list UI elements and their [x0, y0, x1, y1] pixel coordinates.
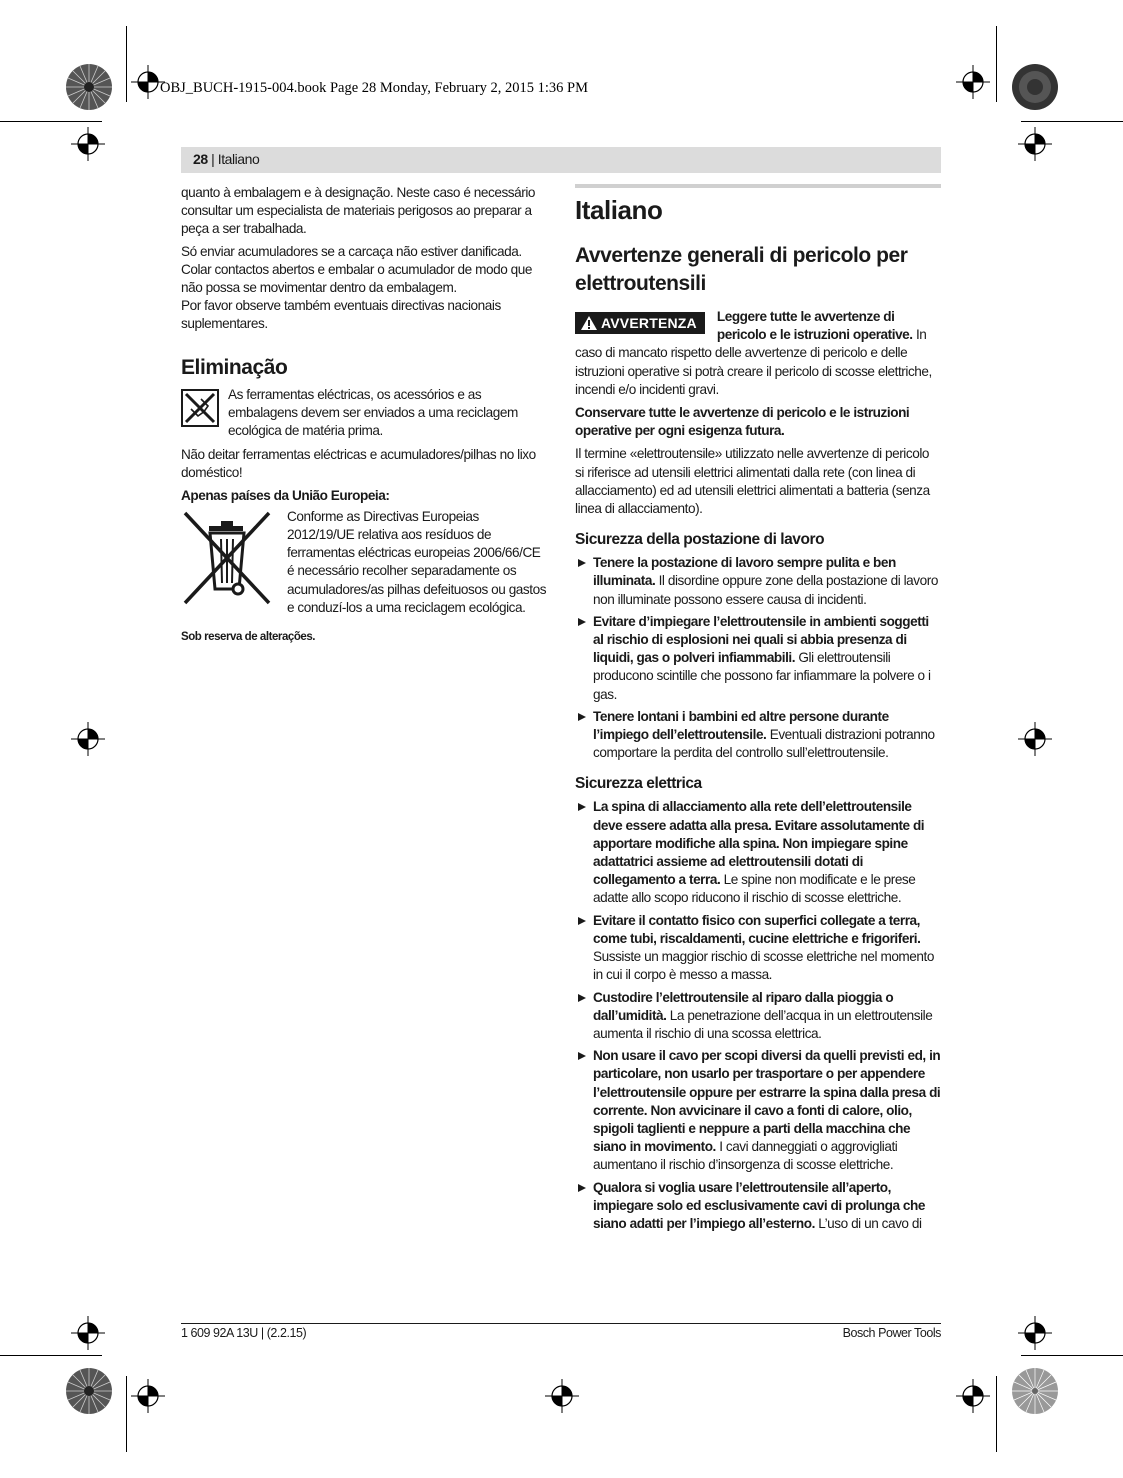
- warning-badge: [575, 312, 705, 334]
- paragraph: Il termine «elettroutensile» utilizzato nelle avvertenze di pericolo si riferisce ad utensili elettrici alimentati dalla rete (con linea di allacciamento) ed ad utensili elettrici alimentati a batteria (senza linea di allacciamento).: [575, 446, 930, 517]
- list-item: [575, 912, 941, 985]
- bullet-list: [575, 798, 941, 1233]
- list-item: [575, 798, 941, 907]
- color-rosette-icon: [1011, 63, 1059, 111]
- list-item-text: Gli elettroutensili producono scintille che possono far infiammare la polvere o i gas.: [593, 650, 931, 702]
- subsection-heading: Sicurezza della postazione di lavoro: [575, 531, 825, 549]
- list-item: [575, 989, 941, 1044]
- page-title: Italiano: [575, 195, 663, 225]
- keep-instructions: Conservare tutte le avvertenze di pericolo e le istruzioni operative per ogni esigenza futura.: [575, 405, 910, 439]
- list-item-bold: La spina di allacciamento alla rete dell’elettroutensile deve essere adatta alla presa. Evitare assolutamente di apportare modifiche alla spina. Non impiegare spine adattatrici assieme ad elettroutensili dotati di collegamento a terra.: [593, 799, 925, 888]
- list-item-bold: Qualora si voglia usare l’elettroutensile all’aperto, impiegare solo ed esclusivamente cavi di prolunga che siano adatti per l’impiego all’esterno.: [593, 1179, 925, 1231]
- list-item: [575, 613, 941, 704]
- list-item: [575, 1179, 941, 1234]
- section-heading-warnings: Avvertenze generali di pericolo per elettroutensili: [575, 244, 908, 295]
- registration-mark-icon: [1018, 127, 1052, 161]
- registration-mark-icon: [1018, 722, 1052, 756]
- warning-badge-label: AVVERTENZA: [601, 315, 697, 331]
- right-column: [575, 184, 941, 1237]
- recycle-symbol-icon: [181, 389, 219, 427]
- bullet-triangle-icon: [578, 559, 586, 567]
- page-number: 28: [193, 151, 208, 167]
- running-head: [181, 147, 941, 173]
- eu-heading: Apenas países da União Europeia:: [181, 487, 390, 503]
- list-item-bold: Tenere lontani i bambini ed altre persone durante l’impiego dell’elettroutensile.: [593, 708, 889, 743]
- paragraph: Por favor observe também eventuais directivas nacionais suplementares.: [181, 298, 501, 332]
- bullet-triangle-icon: [578, 1052, 586, 1060]
- footer-brand: Bosch Power Tools: [842, 1326, 941, 1340]
- list-item-text: Il disordine oppure zone della postazione di lavoro non illuminate possono essere causa di incidenti.: [593, 573, 938, 607]
- list-item-text: Le spine non modificate e le prese adatte allo scopo riducono il rischio di scosse elettriche.: [593, 872, 916, 906]
- section-heading-disposal: Eliminação: [181, 355, 288, 379]
- print-slug: OBJ_BUCH-1915-004.book Page 28 Monday, February 2, 2015 1:36 PM: [160, 80, 589, 96]
- paragraph: Só enviar acumuladores se a carcaça não estiver danificada. Colar contactos abertos e embalar o acumulador de modo que não possa se movimentar dentro da embalagem.: [181, 243, 532, 296]
- warning-block: [575, 308, 941, 399]
- color-rosette-icon: [1011, 1367, 1059, 1415]
- color-rosette-icon: [65, 63, 113, 111]
- weee-note: [181, 508, 547, 617]
- subsection-heading: Sicurezza elettrica: [575, 775, 702, 793]
- list-item: [575, 1047, 941, 1174]
- registration-mark-icon: [71, 722, 105, 756]
- footer-doc-number: 1 609 92A 13U | (2.2.15): [181, 1326, 307, 1340]
- paragraph: As ferramentas eléctricas, os acessórios e as embalagens devem ser enviados a uma reciclagem ecológica de matéria prima.: [228, 386, 518, 439]
- warning-triangle-icon: [581, 316, 597, 330]
- list-item-text: Sussiste un maggior rischio di scosse elettriche nel momento in cui il corpo è messo a massa.: [593, 949, 934, 983]
- warning-bold-text: Leggere tutte le avvertenze di pericolo e le istruzioni operative.: [716, 309, 913, 343]
- registration-mark-icon: [956, 1379, 990, 1413]
- list-item: [575, 708, 941, 763]
- paragraph: quanto à embalagem e à designação. Neste caso é necessário consultar um especialista de materiais perigosos ao preparar a peça a ser trabalhada.: [181, 185, 536, 237]
- bullet-triangle-icon: [578, 713, 586, 721]
- bullet-triangle-icon: [578, 994, 586, 1002]
- paragraph: Não deitar ferramentas eléctricas e acumuladores/pilhas no lixo doméstico!: [181, 447, 536, 481]
- registration-mark-icon: [71, 127, 105, 161]
- paragraph: Conforme as Directivas Europeias 2012/19/UE relativa aos resíduos de ferramentas eléctricas europeias 2006/66/CE é necessário recolher separadamente os acumuladores/as pilhas defeituosos ou gastos e conduzí-los a uma reciclagem ecológica.: [287, 508, 547, 615]
- running-head-separator: |: [207, 151, 218, 167]
- bullet-triangle-icon: [578, 917, 586, 925]
- bullet-triangle-icon: [578, 803, 586, 811]
- list-item-text: L’uso di un cavo di: [814, 1215, 922, 1231]
- left-column: [181, 184, 547, 643]
- bullet-triangle-icon: [578, 618, 586, 626]
- list-item: [575, 554, 941, 609]
- recycling-note: [181, 386, 547, 441]
- registration-mark-icon: [956, 65, 990, 99]
- reserve-note: Sob reserva de alterações.: [181, 631, 316, 644]
- color-rosette-icon: [65, 1367, 113, 1415]
- bullet-triangle-icon: [578, 1184, 586, 1192]
- list-item-bold: Custodire l’elettroutensile al riparo dalla pioggia o dall’umidità.: [593, 989, 894, 1023]
- registration-mark-icon: [71, 1316, 105, 1350]
- section-rule: [575, 184, 941, 188]
- running-head-section: Italiano: [217, 151, 260, 167]
- registration-mark-icon: [545, 1379, 579, 1413]
- list-item-text: I cavi danneggiati o aggrovigliati aumentano il rischio d’insorgenza di scosse elettriche.: [593, 1139, 898, 1173]
- list-item-bold: Evitare il contatto fisico con superfici collegate a terra, come tubi, riscaldamenti, cucine elettriche e frigoriferi.: [593, 912, 921, 946]
- registration-mark-icon: [1018, 1316, 1052, 1350]
- list-item-bold: Tenere la postazione di lavoro sempre pulita e ben illuminata.: [593, 555, 896, 589]
- warning-text: In caso di mancato rispetto delle avvertenze di pericolo e delle istruzioni operative si potrà creare il pericolo di scosse elettriche, incendi e/o incidenti gravi.: [575, 327, 932, 397]
- footer-rule: [181, 1323, 941, 1324]
- bullet-list: [575, 554, 941, 762]
- crossed-bin-icon: [181, 509, 277, 605]
- registration-mark-icon: [131, 1379, 165, 1413]
- list-item-bold: Evitare d’impiegare l’elettroutensile in ambienti soggetti al rischio di esplosioni nei quali si abbia presenza di liquidi, gas o polveri infiammabili.: [593, 613, 929, 666]
- list-item-bold: Non usare il cavo per scopi diversi da quelli previsti ed, in particolare, non usarlo per trasportare o per appendere l’elettroutensile oppure per estrarre la spina dalla presa di corrente. Non avvicinare il cavo a fonti di calore, olio, spigoli taglienti e neppure a parti della macchina che siano in movimento.: [593, 1048, 941, 1155]
- list-item-text: La penetrazione dell’acqua in un elettroutensile aumenta il rischio di una scossa elettrica.: [593, 1007, 933, 1041]
- list-item-text: Eventuali distrazioni potranno comportare la perdita del controllo sull’elettroutensile.: [593, 727, 935, 761]
